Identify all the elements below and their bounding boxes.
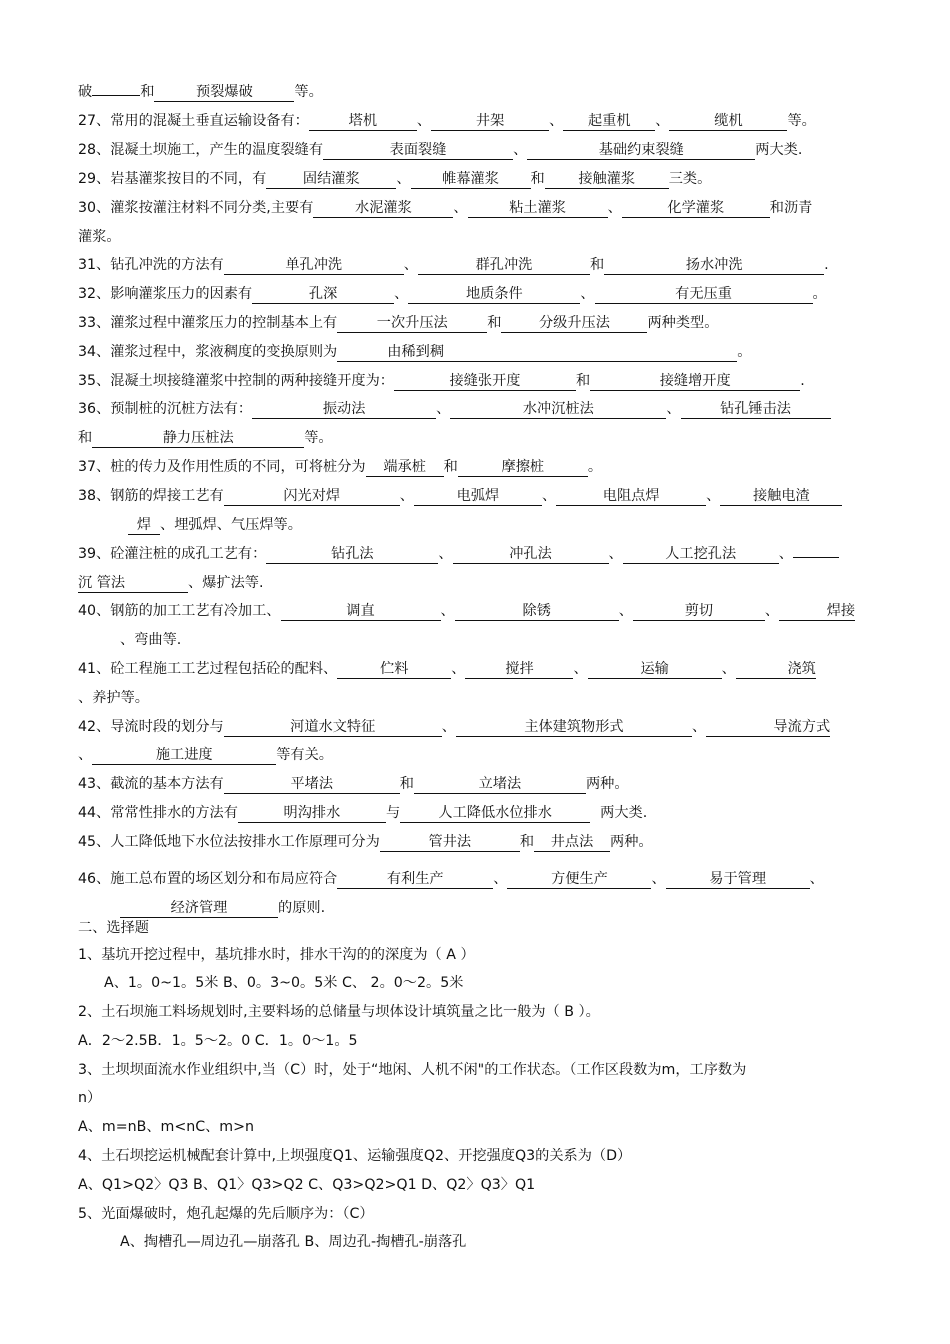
answer-blank: 易于管理 [666, 871, 810, 889]
answer-blank: 起重机 [563, 113, 655, 131]
answer-blank: 地质条件 [408, 286, 580, 304]
answer-blank: 接触电渣 [720, 488, 842, 506]
question-text: 35、混凝土坝接缝灌浆中控制的两种接缝开度为： [78, 373, 394, 389]
text: 。 [812, 286, 827, 302]
answer-blank: 平堵法 [224, 776, 400, 794]
answer-blank: 分级升压法 [501, 315, 647, 333]
choice-question-4: 4、土石坝挖运机械配套计算中,上坝强度Q1、运输强度Q2、开挖强度Q3的关系为（D） [78, 1148, 632, 1164]
text: 和 [519, 834, 535, 850]
choice-question-3-cont: n） [78, 1090, 102, 1106]
text: 、 [573, 661, 588, 677]
answer-blank: 管井法 [380, 834, 520, 852]
question-text: 31、钻孔冲洗的方法有 [78, 257, 224, 273]
answer-blank: 冲孔法 [453, 546, 609, 564]
text: 等。 [294, 84, 323, 100]
text: 和 [576, 373, 591, 389]
question-39-cont [78, 573, 263, 593]
question-43 [78, 774, 629, 794]
answer-blank: 搅拌 [465, 661, 573, 679]
answer-blank: 井架 [431, 113, 549, 131]
question-text: 34、灌浆过程中，浆液稠度的变换原则为 [78, 344, 338, 360]
text: 、 [721, 661, 736, 677]
text: 的原则. [278, 900, 326, 916]
question-41-cont: 、养护等。 [78, 690, 149, 706]
text: 和 [530, 171, 545, 187]
answer-blank: 基础约束裂缝 [527, 142, 755, 160]
text: 、 [440, 603, 455, 619]
text: 、 [403, 257, 418, 273]
question-text: 45、人工降低地下水位法按排水工作原理可分为 [78, 834, 380, 850]
question-30 [78, 198, 812, 218]
text: 、 [809, 871, 824, 887]
answer-blank: 摩擦桩 [458, 459, 588, 477]
text: 、 [78, 747, 93, 763]
question-40-cont: 、弯曲等. [120, 632, 182, 648]
question-28 [78, 140, 802, 160]
answer-blank: 接缝增开度 [590, 373, 800, 391]
question-text: 33、灌浆过程中灌浆压力的控制基本上有 [78, 315, 338, 331]
text: 和 [399, 776, 414, 792]
answer-blank: 调直 [281, 603, 441, 621]
answer-blank: 接缝张开度 [394, 373, 576, 391]
question-text: 37、桩的传力及作用性质的不同，可将桩分为 [78, 459, 366, 475]
answer-blank: 粘土灌浆 [468, 200, 608, 218]
question-37 [78, 457, 602, 477]
text: 、 [608, 546, 623, 562]
answer-blank: 焊 [128, 517, 160, 535]
answer-blank: 一次升压法 [337, 315, 487, 333]
answer-blank: 除锈 [455, 603, 619, 621]
question-30-cont: 灌浆。 [78, 229, 121, 245]
choice-options-5: A、掏槽孔—周边孔—崩落孔 B、周边孔-掏槽孔-崩落孔 [120, 1234, 467, 1250]
answer-blank: 电弧焊 [414, 488, 542, 506]
choice-question-2: 2、土石坝施工料场规划时,主要料场的总储量与坝体设计填筑量之比一般为（ B ）。 [78, 1004, 600, 1020]
choice-options-3: A、m=nB、m<nC、m>n [78, 1119, 255, 1135]
text: 、 [666, 401, 681, 417]
text: 、 [541, 488, 557, 504]
answer-blank: 有无压重 [595, 286, 813, 304]
text: 和 [443, 459, 458, 475]
text: 、 [493, 871, 508, 887]
answer-blank: 表面裂缝 [323, 142, 513, 160]
answer-blank: 钻孔法 [266, 546, 438, 564]
answer-blank: 接触灌浆 [545, 171, 669, 189]
answer-blank: 立堵法 [414, 776, 586, 794]
text: 等有关。 [276, 747, 333, 763]
text: 、埋弧焊、气压焊等。 [160, 517, 302, 533]
question-36-cont [78, 428, 333, 448]
text: 、 [764, 603, 780, 619]
text: 和 [589, 257, 605, 273]
answer-blank: 由稀到稠 [337, 344, 737, 362]
question-text: 28、混凝土坝施工，产生的温度裂缝有 [78, 142, 324, 158]
text: 。 [587, 459, 603, 475]
answer-blank: 水泥灌浆 [313, 200, 453, 218]
text: 、 [438, 546, 453, 562]
text: . [824, 257, 829, 273]
question-36 [78, 399, 831, 419]
line-continued [78, 82, 323, 102]
answer-blank: 预裂爆破 [154, 84, 294, 102]
answer-blank: 有利生产 [337, 871, 493, 889]
text: 两种。 [610, 834, 653, 850]
question-27 [78, 111, 816, 131]
blank-empty [793, 557, 839, 558]
answer-blank: 端承桩 [366, 459, 444, 477]
text: 两大类. [600, 805, 648, 821]
answer-blank: 方便生产 [507, 871, 651, 889]
answer-blank: 运输 [588, 661, 722, 679]
question-45 [78, 832, 653, 852]
text: 、 [436, 401, 451, 417]
question-text: 43、截流的基本方法有 [78, 776, 224, 792]
text: 、 [691, 719, 707, 735]
answer-blank: 沉 管法 [78, 575, 188, 593]
question-text: 36、预制桩的沉桩方法有： [78, 401, 253, 417]
question-text: 32、影响灌浆压力的因素有 [78, 286, 253, 302]
text: 和 [78, 430, 93, 446]
answer-blank: 人工挖孔法 [623, 546, 779, 564]
answer-blank: 固结灌浆 [266, 171, 396, 189]
text: 等。 [787, 113, 816, 129]
text: 破 [78, 84, 93, 100]
question-38 [78, 486, 842, 506]
section-heading: 二、选择题 [78, 920, 149, 936]
answer-blank: 水冲沉桩法 [450, 401, 666, 419]
question-29 [78, 169, 711, 189]
text: 。 [737, 344, 752, 360]
answer-blank: 井点法 [534, 834, 610, 852]
question-34 [78, 342, 751, 362]
choice-options-2: A．2～2.5B．1。5～2。0 C．1。0～1。5 [78, 1033, 358, 1049]
answer-blank: 电阻点焊 [556, 488, 706, 506]
question-40 [78, 601, 855, 621]
answer-blank: 施工进度 [92, 747, 276, 765]
choice-options-4: A、Q1>Q2〉Q3 B、Q1〉Q3>Q2 C、Q3>Q2>Q1 D、Q2〉Q3〉Q1 [78, 1177, 536, 1193]
answer-blank: 经济管理 [120, 900, 278, 918]
text: 、 [651, 871, 666, 887]
choice-question-5: 5、光面爆破时，炮孔起爆的先后顺序为：（C） [78, 1206, 374, 1222]
question-text: 27、常用的混凝土垂直运输设备有： [78, 113, 309, 129]
text: 三类。 [668, 171, 712, 187]
text: 、 [451, 661, 466, 677]
question-46 [78, 869, 824, 889]
answer-blank: 群孔冲洗 [418, 257, 590, 275]
text: 、 [441, 719, 456, 735]
question-42-cont [78, 745, 333, 765]
text: 、 [655, 113, 670, 129]
text: 、爆扩法等. [188, 575, 264, 591]
text: 和沥青 [769, 200, 813, 216]
text: 两大类. [755, 142, 803, 158]
text: 、 [399, 488, 414, 504]
question-32 [78, 284, 827, 304]
text: 和 [487, 315, 502, 331]
text: 、 [618, 603, 633, 619]
choice-question-3: 3、土坝坝面流水作业组织中,当（C）时，处于“地闲、人机不闲"的工作状态。（工作区段数为m，工序数为 [78, 1062, 747, 1078]
question-41 [78, 659, 816, 679]
answer-blank: 静力压桩法 [92, 430, 304, 448]
answer-blank: 焊接 [779, 603, 855, 621]
text: 等。 [304, 430, 333, 446]
answer-blank: 主体建筑物形式 [456, 719, 692, 737]
text: 、 [396, 171, 411, 187]
answer-blank: 伫料 [337, 661, 451, 679]
answer-blank: 单孔冲洗 [224, 257, 404, 275]
question-46-cont [120, 898, 325, 918]
text: 、 [580, 286, 595, 302]
text: 、 [416, 113, 432, 129]
answer-blank: 明沟排水 [238, 805, 386, 823]
answer-blank: 帷幕灌浆 [411, 171, 531, 189]
text: . [800, 373, 805, 389]
question-text: 46、施工总布置的场区划分和布局应符合 [78, 871, 338, 887]
choice-options-1: A、1。0~1。5米 B、0。3~0。5米 C、 2。0～2。5米 [104, 975, 464, 991]
choice-question-1: 1、基坑开挖过程中，基坑排水时，排水干沟的的深度为（ A ） [78, 947, 475, 963]
text: 、 [706, 488, 721, 504]
answer-blank: 钻孔锤击法 [681, 401, 831, 419]
text: 与 [385, 805, 401, 821]
question-text: 30、灌浆按灌注材料不同分类,主要有 [78, 200, 314, 216]
answer-blank: 化学灌浆 [622, 200, 770, 218]
question-38-cont [128, 515, 302, 535]
answer-blank: 孔深 [252, 286, 394, 304]
answer-blank: 导流方式 [706, 719, 830, 737]
question-text: 39、砼灌注桩的成孔工艺有： [78, 546, 267, 562]
question-text: 40、钢筋的加工工艺有冷加工、 [78, 603, 281, 619]
question-33 [78, 313, 718, 333]
text: 两种类型。 [647, 315, 719, 331]
question-text: 41、砼工程施工工艺过程包括砼的配料、 [78, 661, 338, 677]
text: 两种。 [585, 776, 629, 792]
text: 、 [394, 286, 409, 302]
answer-blank: 缆机 [669, 113, 787, 131]
question-42 [78, 717, 830, 737]
answer-blank: 河道水文特征 [224, 719, 442, 737]
question-text: 44、常常性排水的方法有 [78, 805, 238, 821]
question-text: 42、导流时段的划分与 [78, 719, 224, 735]
question-39 [78, 544, 839, 564]
text: 、 [513, 142, 528, 158]
answer-blank: 剪切 [633, 603, 765, 621]
text: 、 [453, 200, 468, 216]
question-35 [78, 371, 805, 391]
answer-blank: 浇筑 [736, 661, 816, 679]
question-text: 29、岩基灌浆按目的不同，有 [78, 171, 267, 187]
answer-blank: 塔机 [309, 113, 417, 131]
answer-blank: 闪光对焊 [224, 488, 400, 506]
answer-blank: 振动法 [252, 401, 436, 419]
answer-blank: 扬水冲洗 [604, 257, 824, 275]
text: 、 [549, 113, 564, 129]
question-31 [78, 255, 829, 275]
question-44 [78, 803, 647, 823]
text: 、 [778, 546, 793, 562]
question-text: 38、钢筋的焊接工艺有 [78, 488, 224, 504]
answer-blank: 人工降低水位排水 [400, 805, 590, 823]
text: 、 [607, 200, 622, 216]
blank-empty [92, 95, 140, 96]
text: 和 [140, 84, 155, 100]
